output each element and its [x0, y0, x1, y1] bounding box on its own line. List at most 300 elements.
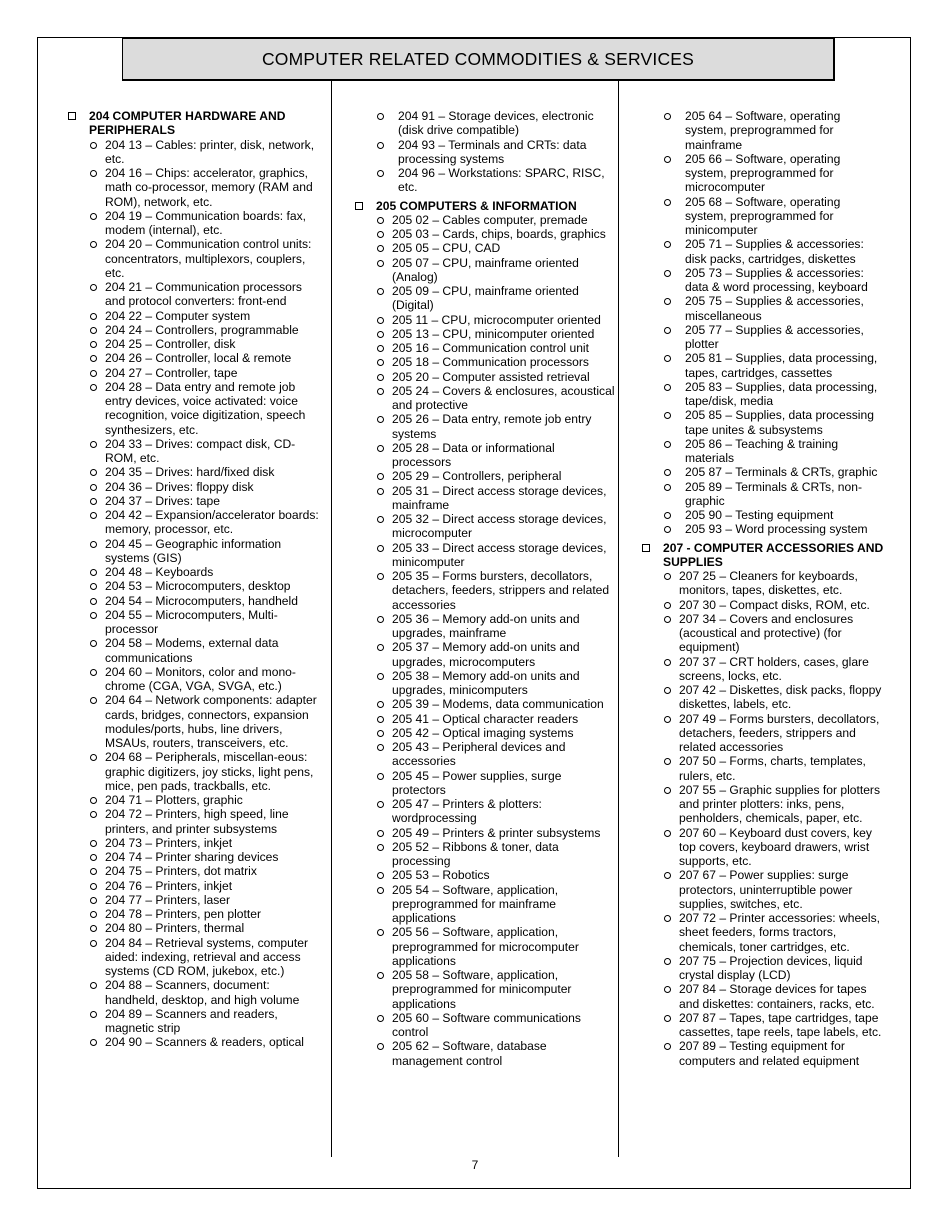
list-item [66, 608, 324, 637]
circle-bullet-icon [377, 142, 384, 149]
list-item [66, 237, 324, 280]
circle-bullet-icon [90, 142, 97, 149]
circle-bullet-icon [377, 288, 384, 295]
circle-bullet-icon [90, 327, 97, 334]
list-item-text: 207 30 – Compact disks, ROM, etc. [679, 597, 870, 612]
circle-bullet-icon [90, 341, 97, 348]
list-item-text: 205 89 – Terminals & CRTs, non-graphic [685, 479, 863, 508]
circle-bullet-icon [377, 170, 384, 177]
circle-bullet-icon [377, 473, 384, 480]
circle-bullet-icon [664, 156, 671, 163]
list-item-text: 204 60 – Monitors, color and mono-chrome (CGA, VGA, SVGA, etc.) [105, 664, 296, 693]
list-item [640, 754, 885, 783]
list-item [66, 864, 324, 878]
list-item [66, 836, 324, 850]
list-item [66, 921, 324, 935]
list-item [66, 537, 324, 566]
list-item [66, 907, 324, 921]
circle-bullet-icon [377, 730, 384, 737]
list-item-text: 204 68 – Peripherals, miscellan-eous: graphic digitizers, joy sticks, light pens, mice, pen pads, trackballs, etc. [105, 750, 314, 793]
list-item [353, 569, 615, 612]
circle-bullet-icon [90, 982, 97, 989]
list-item-text: 205 35 – Forms bursters, decollators, detachers, feeders, strippers and related accessories [392, 569, 610, 612]
circle-bullet-icon [377, 113, 384, 120]
list-item [66, 879, 324, 893]
circle-bullet-icon [90, 612, 97, 619]
list-item [66, 636, 324, 665]
circle-bullet-icon [90, 284, 97, 291]
list-item-text: 205 36 – Memory add-on units and upgrades, mainframe [392, 611, 580, 640]
list-item [640, 826, 885, 869]
list-item [66, 1007, 324, 1036]
circle-bullet-icon [377, 331, 384, 338]
list-item [640, 954, 885, 983]
list-item [640, 783, 885, 826]
circle-bullet-icon [664, 412, 671, 419]
circle-bullet-icon [664, 787, 671, 794]
list-item-text: 204 72 – Printers, high speed, line printers, and printer subsystems [105, 807, 289, 836]
list-item [353, 341, 615, 355]
circle-bullet-icon [664, 716, 671, 723]
list-item [66, 351, 324, 365]
list-item-text: 205 81 – Supplies, data processing, tapes, cartridges, cassettes [685, 351, 878, 380]
list-item-text: 204 37 – Drives: tape [105, 493, 220, 508]
list-item-text: 205 68 – Software, operating system, preprogrammed for minicomputer [685, 194, 841, 237]
circle-bullet-icon [664, 1043, 671, 1050]
list-item [353, 412, 615, 441]
circle-bullet-icon [90, 541, 97, 548]
list-item-text: 204 93 – Terminals and CRTs: data processing systems [398, 137, 587, 166]
circle-bullet-icon [377, 359, 384, 366]
list-item-text: 204 33 – Drives: compact disk, CD-ROM, etc. [105, 436, 296, 465]
circle-bullet-icon [664, 602, 671, 609]
list-item-text: 205 60 – Software communications control [392, 1010, 581, 1039]
list-item [353, 441, 615, 470]
list-item-text: 205 66 – Software, operating system, preprogrammed for microcomputer [685, 151, 841, 195]
list-item [66, 565, 324, 579]
list-item-text: 205 87 – Terminals & CRTs, graphic [685, 465, 878, 480]
circle-bullet-icon [664, 616, 671, 623]
list-item-text: 204 22 – Computer system [105, 308, 251, 323]
list-item [353, 109, 615, 138]
list-item-text: 205 26 – Data entry, remote job entry systems [392, 412, 592, 441]
list-item-text: 205 28 – Data or informational processors [392, 440, 555, 469]
circle-bullet-icon [90, 840, 97, 847]
list-item [353, 640, 615, 669]
column-3 [640, 109, 885, 1068]
circle-bullet-icon [377, 830, 384, 837]
circle-bullet-icon [664, 441, 671, 448]
list-item [353, 469, 615, 483]
circle-bullet-icon [664, 199, 671, 206]
list-item-text: 205 85 – Supplies, data processing tape unites & subsystems [685, 408, 874, 437]
circle-bullet-icon [664, 573, 671, 580]
list-item [66, 579, 324, 593]
list-item [640, 266, 885, 295]
list-item-text: 204 80 – Printers, thermal [105, 921, 245, 936]
list-item-text: 204 76 – Printers, inkjet [105, 878, 233, 893]
circle-bullet-icon [664, 484, 671, 491]
circle-bullet-icon [377, 217, 384, 224]
circle-bullet-icon [90, 640, 97, 647]
circle-bullet-icon [90, 883, 97, 890]
list-item-text: 204 21 – Communication processors and protocol converters: front-end [105, 280, 302, 309]
column-1 [66, 109, 324, 1050]
circle-bullet-icon [90, 911, 97, 918]
circle-bullet-icon [377, 260, 384, 267]
list-item [353, 697, 615, 711]
list-item-text: 204 78 – Printers, pen plotter [105, 907, 261, 921]
list-item-text: 205 45 – Power supplies, surge protectors [392, 768, 562, 797]
commodity-list [66, 138, 324, 1050]
list-item [640, 1039, 885, 1068]
checkbox-bullet-icon [642, 544, 650, 552]
list-item [640, 712, 885, 755]
list-item [353, 1011, 615, 1040]
list-item-text: 205 13 – CPU, minicomputer oriented [392, 326, 595, 341]
list-item [66, 750, 324, 793]
list-item [640, 982, 885, 1011]
list-item-text: 205 86 – Teaching & training materials [685, 436, 839, 465]
list-item [353, 284, 615, 313]
circle-bullet-icon [377, 488, 384, 495]
circle-bullet-icon [377, 773, 384, 780]
circle-bullet-icon [90, 1039, 97, 1046]
list-item [640, 152, 885, 195]
list-item [640, 380, 885, 409]
list-item-text: 205 41 – Optical character readers [392, 711, 579, 726]
section-heading-text: 207 - COMPUTER ACCESSORIES AND SUPPLIES [663, 540, 884, 569]
circle-bullet-icon [664, 270, 671, 277]
list-item [353, 840, 615, 869]
list-item [66, 893, 324, 907]
list-item-text: 205 07 – CPU, mainframe oriented (Analog) [392, 255, 579, 284]
list-item-text: 205 18 – Communication processors [392, 355, 589, 370]
circle-bullet-icon [377, 416, 384, 423]
commodity-list [353, 109, 615, 195]
circle-bullet-icon [664, 327, 671, 334]
list-item [640, 408, 885, 437]
list-item-text: 204 53 – Microcomputers, desktop [105, 579, 291, 594]
circle-bullet-icon [377, 872, 384, 879]
circle-bullet-icon [90, 313, 97, 320]
list-item-text: 204 96 – Workstations: SPARC, RISC, etc. [398, 166, 605, 195]
checkbox-bullet-icon [68, 112, 76, 120]
list-item-text: 207 37 – CRT holders, cases, glare screens, locks, etc. [679, 654, 869, 683]
circle-bullet-icon [377, 445, 384, 452]
circle-bullet-icon [377, 929, 384, 936]
list-item [640, 465, 885, 479]
list-item-text: 205 37 – Memory add-on units and upgrades, microcomputers [392, 640, 580, 669]
list-item-text: 205 64 – Software, operating system, preprogrammed for mainframe [685, 109, 841, 152]
list-item-text: 205 71 – Supplies & accessories: disk packs, cartridges, diskettes [685, 237, 864, 266]
circle-bullet-icon [90, 583, 97, 590]
list-item-text: 205 31 – Direct access storage devices, mainframe [392, 483, 607, 512]
list-item-text: 205 16 – Communication control unit [392, 341, 589, 355]
list-item [640, 683, 885, 712]
section-heading-text: 205 COMPUTERS & INFORMATION [376, 198, 577, 213]
list-item-text: 205 33 – Direct access storage devices, minicomputer [392, 540, 607, 569]
circle-bullet-icon [377, 317, 384, 324]
circle-bullet-icon [90, 170, 97, 177]
circle-bullet-icon [90, 897, 97, 904]
list-item [66, 936, 324, 979]
list-item-text: 204 89 – Scanners and readers, magnetic strip [105, 1006, 278, 1035]
circle-bullet-icon [90, 925, 97, 932]
circle-bullet-icon [90, 355, 97, 362]
list-item-text: 204 91 – Storage devices, electronic (disk drive compatible) [398, 109, 594, 138]
list-item-text: 205 32 – Direct access storage devices, microcomputer [392, 512, 607, 541]
list-item [640, 195, 885, 238]
circle-bullet-icon [377, 644, 384, 651]
list-item-text: 205 24 – Covers & enclosures, acoustical and protective [392, 383, 615, 412]
list-item-text: 204 19 – Communication boards: fax, modem (internal), etc. [105, 208, 307, 237]
list-item-text: 207 60 – Keyboard dust covers, key top covers, keyboard drawers, wrist supports, etc. [679, 825, 872, 868]
circle-bullet-icon [90, 868, 97, 875]
list-item [353, 826, 615, 840]
list-item-text: 204 45 – Geographic information systems (GIS) [105, 536, 282, 565]
list-item [353, 541, 615, 570]
list-item [640, 437, 885, 466]
section-heading-207 [640, 541, 885, 570]
list-item-text: 205 77 – Supplies & accessories, plotter [685, 322, 864, 351]
list-item [353, 166, 615, 195]
list-item [66, 807, 324, 836]
list-item [66, 850, 324, 864]
list-item-text: 207 75 – Projection devices, liquid crystal display (LCD) [679, 953, 863, 982]
list-item [353, 138, 615, 167]
list-item-text: 204 90 – Scanners & readers, optical [105, 1035, 304, 1050]
list-item-text: 205 09 – CPU, mainframe oriented (Digital) [392, 284, 579, 313]
list-item [66, 209, 324, 238]
column-2 [353, 109, 615, 1068]
circle-bullet-icon [90, 498, 97, 505]
list-item [66, 337, 324, 351]
circle-bullet-icon [664, 355, 671, 362]
list-item-text: 204 88 – Scanners, document: handheld, desktop, and high volume [105, 978, 300, 1007]
circle-bullet-icon [377, 1043, 384, 1050]
list-item [353, 968, 615, 1011]
list-item [640, 1011, 885, 1040]
list-item [640, 508, 885, 522]
circle-bullet-icon [377, 801, 384, 808]
circle-bullet-icon [377, 673, 384, 680]
list-item [353, 327, 615, 341]
list-item [353, 355, 615, 369]
circle-bullet-icon [90, 241, 97, 248]
circle-bullet-icon [90, 854, 97, 861]
circle-bullet-icon [90, 384, 97, 391]
circle-bullet-icon [90, 797, 97, 804]
list-item-text: 205 62 – Software, database management control [392, 1039, 547, 1068]
list-item-text: 204 77 – Printers, laser [105, 892, 231, 907]
list-item [66, 480, 324, 494]
list-item [353, 484, 615, 513]
circle-bullet-icon [377, 231, 384, 238]
list-item [353, 712, 615, 726]
list-item-text: 207 42 – Diskettes, disk packs, floppy diskettes, labels, etc. [679, 683, 882, 712]
commodity-list [353, 213, 615, 1068]
list-item-text: 205 20 – Computer assisted retrieval [392, 369, 590, 384]
list-item [640, 911, 885, 954]
list-item [353, 313, 615, 327]
list-item [640, 109, 885, 152]
circle-bullet-icon [377, 345, 384, 352]
circle-bullet-icon [90, 469, 97, 476]
list-item [66, 323, 324, 337]
circle-bullet-icon [377, 1015, 384, 1022]
list-item [66, 280, 324, 309]
list-item-text: 205 29 – Controllers, peripheral [392, 469, 562, 484]
circle-bullet-icon [90, 598, 97, 605]
list-item-text: 205 90 – Testing equipment [685, 508, 834, 522]
list-item-text: 204 74 – Printer sharing devices [105, 850, 279, 864]
circle-bullet-icon [377, 388, 384, 395]
list-item-text: 205 53 – Robotics [392, 868, 490, 883]
list-item-text: 204 71 – Plotters, graphic [105, 793, 243, 807]
circle-bullet-icon [377, 245, 384, 252]
circle-bullet-icon [664, 298, 671, 305]
list-item [353, 1039, 615, 1068]
list-item [640, 323, 885, 352]
list-item-text: 204 35 – Drives: hard/fixed disk [105, 465, 275, 480]
circle-bullet-icon [90, 213, 97, 220]
circle-bullet-icon [377, 716, 384, 723]
list-item [66, 138, 324, 167]
list-item-text: 204 58 – Modems, external data communications [105, 636, 279, 665]
list-item [353, 726, 615, 740]
list-item-text: 205 58 – Software, application, preprogrammed for minicomputer applications [392, 968, 572, 1011]
circle-bullet-icon [664, 986, 671, 993]
list-item [66, 594, 324, 608]
list-item [66, 309, 324, 323]
circle-bullet-icon [90, 669, 97, 676]
list-item [66, 166, 324, 209]
circle-bullet-icon [90, 811, 97, 818]
list-item-text: 204 20 – Communication control units: concentrators, multiplexors, couplers, etc. [105, 237, 312, 280]
circle-bullet-icon [664, 830, 671, 837]
circle-bullet-icon [377, 516, 384, 523]
list-item [640, 294, 885, 323]
column-divider [618, 81, 619, 1157]
list-item [66, 693, 324, 750]
list-item [640, 569, 885, 598]
circle-bullet-icon [377, 573, 384, 580]
list-item [353, 925, 615, 968]
list-item-text: 204 54 – Microcomputers, handheld [105, 593, 298, 608]
list-item-text: 204 84 – Retrieval systems, computer aided: indexing, retrieval and access systems (CD ROM, jukebox, etc.) [105, 935, 308, 978]
circle-bullet-icon [377, 545, 384, 552]
list-item [353, 883, 615, 926]
list-item [353, 213, 615, 227]
list-item-text: 205 54 – Software, application, preprogrammed for mainframe applications [392, 882, 559, 925]
column-divider [331, 81, 332, 1157]
circle-bullet-icon [90, 441, 97, 448]
list-item [66, 437, 324, 466]
circle-bullet-icon [664, 915, 671, 922]
list-item-text: 204 25 – Controller, disk [105, 337, 236, 351]
list-item-text: 207 87 – Tapes, tape cartridges, tape cassettes, tape reels, tape labels, etc. [679, 1010, 882, 1039]
list-item-text: 204 48 – Keyboards [105, 565, 214, 579]
list-item-text: 205 02 – Cables computer, premade [392, 212, 588, 227]
list-item [66, 465, 324, 479]
list-item-text: 205 03 – Cards, chips, boards, graphics [392, 227, 606, 241]
list-item [353, 797, 615, 826]
list-item [640, 868, 885, 911]
circle-bullet-icon [90, 697, 97, 704]
list-item [640, 612, 885, 655]
page-title: COMPUTER RELATED COMMODITIES & SERVICES [122, 38, 835, 81]
list-item-text: 207 67 – Power supplies: surge protectors, uninterruptible power supplies, switches, etc. [679, 868, 853, 911]
list-item-text: 207 50 – Forms, charts, templates, rulers, etc. [679, 754, 866, 783]
list-item-text: 204 73 – Printers, inkjet [105, 835, 233, 850]
circle-bullet-icon [90, 1011, 97, 1018]
list-item [353, 227, 615, 241]
list-item-text: 207 55 – Graphic supplies for plotters and printer plotters: inks, pens, penholders, chemicals, paper, etc. [679, 782, 881, 826]
circle-bullet-icon [664, 659, 671, 666]
circle-bullet-icon [90, 754, 97, 761]
list-item [640, 237, 885, 266]
commodity-list [640, 569, 885, 1068]
circle-bullet-icon [377, 701, 384, 708]
list-item-text: 207 25 – Cleaners for keyboards, monitors, tapes, diskettes, etc. [679, 569, 858, 598]
commodity-list [640, 109, 885, 537]
list-item-text: 205 93 – Word processing system [685, 522, 868, 537]
circle-bullet-icon [90, 370, 97, 377]
section-heading-205 [353, 199, 615, 213]
circle-bullet-icon [377, 616, 384, 623]
circle-bullet-icon [90, 569, 97, 576]
section-heading-text: 204 COMPUTER HARDWARE AND PERIPHERALS [89, 109, 286, 138]
list-item [66, 793, 324, 807]
list-item-text: 204 36 – Drives: floppy disk [105, 479, 254, 494]
list-item-text: 205 52 – Ribbons & toner, data processing [392, 839, 559, 868]
list-item-text: 205 43 – Peripheral devices and accessories [392, 740, 566, 769]
list-item [640, 480, 885, 509]
circle-bullet-icon [664, 512, 671, 519]
list-item [353, 384, 615, 413]
circle-bullet-icon [664, 384, 671, 391]
circle-bullet-icon [377, 744, 384, 751]
list-item-text: 204 13 – Cables: printer, disk, network, etc. [105, 137, 315, 166]
list-item-text: 205 38 – Memory add-on units and upgrades, minicomputers [392, 668, 580, 697]
list-item [66, 494, 324, 508]
circle-bullet-icon [664, 687, 671, 694]
list-item-text: 204 24 – Controllers, programmable [105, 322, 299, 337]
list-item-text: 205 05 – CPU, CAD [392, 241, 501, 256]
list-item-text: 205 83 – Supplies, data processing, tape/disk, media [685, 379, 878, 408]
circle-bullet-icon [90, 484, 97, 491]
list-item [353, 612, 615, 641]
page-number: 7 [471, 1158, 479, 1172]
list-item-text: 205 75 – Supplies & accessories, miscellaneous [685, 294, 864, 323]
circle-bullet-icon [90, 512, 97, 519]
circle-bullet-icon [664, 526, 671, 533]
list-item-text: 207 34 – Covers and enclosures (acoustical and protective) (for equipment) [679, 611, 854, 655]
list-item-text: 204 75 – Printers, dot matrix [105, 864, 257, 879]
list-item [66, 380, 324, 437]
list-item-text: 205 42 – Optical imaging systems [392, 725, 574, 740]
list-item-text: 207 72 – Printer accessories: wheels, sheet feeders, forms tractors, chemicals, toner cartridges, etc. [679, 911, 880, 954]
list-item [353, 512, 615, 541]
circle-bullet-icon [664, 872, 671, 879]
circle-bullet-icon [377, 972, 384, 979]
list-item [353, 256, 615, 285]
list-item [353, 868, 615, 882]
list-item-text: 205 11 – CPU, microcomputer oriented [392, 312, 601, 327]
circle-bullet-icon [90, 940, 97, 947]
circle-bullet-icon [664, 758, 671, 765]
